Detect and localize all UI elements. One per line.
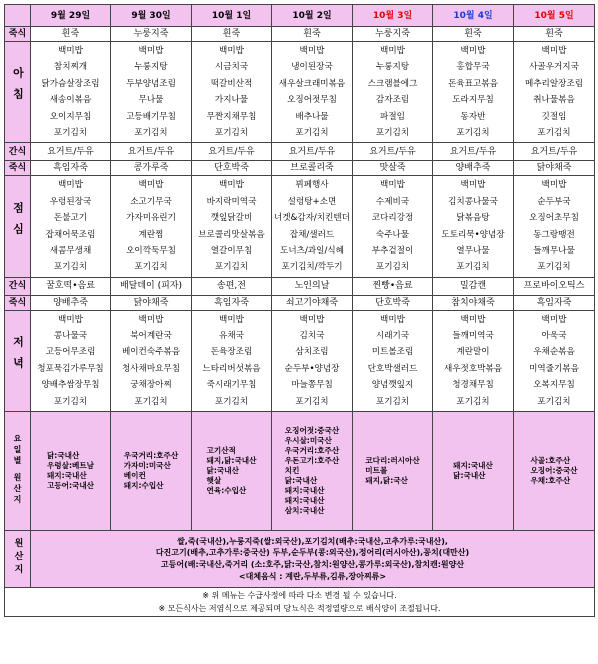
menu-item: 백미밥	[58, 314, 83, 325]
menu-cell	[192, 176, 272, 277]
menu-item: 유채국	[219, 331, 244, 342]
origin-cell	[272, 412, 353, 531]
origin-item: 오징어:중국산	[530, 465, 578, 475]
menu-item: 백미밥	[460, 46, 486, 56]
menu-cell: 참치야채죽	[433, 295, 514, 310]
menu-item: 누룽지탕	[375, 62, 410, 73]
origin-item: 돼지,닭:국내산	[206, 455, 257, 465]
menu-item: 감자조림	[375, 95, 410, 106]
menu-item: 죽시래기무침	[206, 380, 257, 391]
menu-item: 잡채/샐러드	[289, 229, 335, 240]
menu-item: 포기김치	[214, 127, 249, 138]
meal-label	[5, 42, 31, 143]
menu-item: 포기김치	[375, 262, 410, 273]
menu-item: 코다리강정	[371, 213, 414, 224]
origin-item: 우국거리:호주산	[123, 450, 179, 460]
menu-item: 백미밥	[219, 180, 244, 191]
menu-item: 순두부•양념장	[284, 363, 340, 374]
menu-item: 동그랑땡전	[533, 229, 575, 240]
menu-cell: 꿀호떡•음료	[31, 277, 111, 295]
menu-cell	[514, 42, 595, 143]
menu-cell	[353, 176, 433, 277]
menu-item: 순두부국	[537, 196, 571, 207]
origin-list	[207, 446, 257, 496]
menu-cell	[433, 310, 514, 411]
menu-item: 포기김치	[134, 262, 168, 273]
menu-item: 설렁탕+소면	[287, 196, 337, 207]
menu-item: 양념깻잎지	[371, 380, 414, 391]
notes-cell	[5, 588, 595, 617]
menu-item: 느타리버섯볶음	[202, 363, 261, 374]
origin-item: 돼지:국내산	[453, 460, 493, 470]
menu-cell: 누룽지죽	[353, 27, 433, 42]
origin-item: 닭:국내산	[453, 470, 486, 480]
menu-item: 도토리묵•양념장	[441, 229, 505, 240]
menu-item: 포기김치	[537, 262, 571, 273]
menu-item: 포기김치	[214, 262, 249, 273]
menu-item: 백미밥	[299, 46, 325, 56]
menu-item: 수제비국	[375, 196, 410, 207]
menu-item: 메추리알장조림	[524, 78, 584, 89]
origin-item: 햇살	[206, 475, 222, 485]
row-label: 죽식	[5, 27, 31, 42]
snack-row-afternoon	[5, 277, 595, 295]
menu-item: 오이깍둑무침	[126, 245, 176, 256]
menu-item: 바지락미역국	[206, 196, 257, 207]
menu-item: 숙주나물	[375, 229, 410, 240]
menu-item: 계란말이	[456, 347, 490, 358]
menu-cell	[31, 176, 111, 277]
menu-item: 아욱국	[541, 331, 567, 342]
menu-cell	[111, 310, 192, 411]
menu-item: 배추나물	[295, 111, 329, 122]
menu-item: 새우살크래미볶음	[278, 78, 346, 89]
porridge-row-morning	[5, 27, 595, 42]
breakfast-row	[5, 42, 595, 143]
menu-cell: 노인의날	[272, 277, 353, 295]
menu-item: 궁채장아찌	[130, 380, 172, 391]
origin-summary-line: <대체음식 : 계란,두부류,김류,장아찌류>	[238, 571, 387, 581]
menu-item: 참치찌개	[53, 62, 88, 73]
menu-cell	[272, 310, 353, 411]
meal-label	[5, 176, 31, 277]
origin-cell	[433, 412, 514, 531]
origin-summary-line: 다진고기(배추,고추가루:중국산) 두부,순두부(콩:외국산),정어리(러시아산),꽁치(대만산)	[155, 548, 470, 558]
menu-cell: 흰죽	[31, 27, 111, 42]
menu-cell: 단호박죽	[192, 161, 272, 176]
menu-item: 포기김치	[456, 396, 490, 407]
origin-cell	[192, 412, 272, 531]
menu-item: 가자미유린기	[126, 213, 176, 224]
menu-item: 베이컨숙주볶음	[121, 347, 181, 358]
origin-summary-label	[5, 531, 31, 588]
menu-item: 열갈이무침	[210, 245, 253, 256]
origin-list	[530, 456, 577, 486]
origin-summary-label-text: 원산지	[12, 537, 23, 577]
meal-label-text: 아침	[11, 67, 25, 110]
menu-item: 열무나물	[456, 245, 490, 256]
menu-item: 백미밥	[460, 180, 486, 191]
menu-item: 백미밥	[58, 46, 83, 56]
menu-item: 새송이볶음	[49, 95, 92, 106]
menu-cell	[514, 310, 595, 411]
menu-item: 동자반	[460, 111, 486, 122]
menu-cell	[111, 176, 192, 277]
origin-item: 돼지:국내산	[46, 470, 87, 480]
menu-item: 백미밥	[299, 314, 325, 325]
origin-summary-line: 쌀,죽(국내산),누룽지죽(쌀:외국산),포기김치(배추:국내산,고추가루:국내산),	[177, 536, 448, 546]
row-label: 죽식	[5, 295, 31, 310]
origin-list	[285, 426, 339, 516]
menu-cell: 흰죽	[192, 27, 272, 42]
menu-cell: 요거트/두유	[111, 143, 192, 161]
menu-item: 포기김치	[214, 396, 249, 407]
origin-summary-row	[5, 531, 595, 588]
menu-cell	[31, 42, 111, 143]
menu-item: 무나물	[138, 95, 164, 106]
meal-label	[5, 310, 31, 411]
menu-item: 닭가슴살장조림	[41, 78, 100, 89]
menu-item: 계란찜	[138, 229, 164, 240]
origin-item: 우돈고기:호주산	[284, 455, 340, 465]
notes-row	[5, 588, 595, 617]
menu-item: 너겟&감자/치킨텐더	[273, 213, 350, 224]
origin-cell	[31, 412, 111, 531]
menu-item: 뷔페행사	[295, 180, 329, 191]
origin-label	[5, 412, 31, 531]
menu-item: 백미밥	[219, 46, 244, 56]
origin-list	[47, 451, 94, 491]
menu-item: 양배추쌈장무침	[41, 380, 100, 391]
menu-cell: 흑임자죽	[31, 161, 111, 176]
menu-item: 시금치국	[214, 62, 249, 73]
origin-item: 베이컨	[123, 470, 146, 480]
menu-item: 백미밥	[541, 314, 567, 325]
menu-cell	[192, 310, 272, 411]
origin-item: 우채:호주산	[530, 475, 571, 485]
meal-label-text: 저녁	[11, 335, 25, 378]
header-corner	[5, 5, 31, 27]
menu-item: 돈육표고볶음	[448, 78, 498, 89]
menu-item: 오징어젓무침	[287, 95, 337, 106]
menu-item: 포기김치	[456, 262, 490, 273]
menu-item: 청포묵김가루무침	[37, 363, 104, 374]
menu-item: 포기김치	[456, 127, 490, 138]
menu-cell: 양배추죽	[31, 295, 111, 310]
menu-cell	[272, 42, 353, 143]
origin-item: 오징어젓:중국산	[284, 425, 340, 435]
menu-cell: 송편,전	[192, 277, 272, 295]
menu-item: 고등배기무침	[126, 111, 176, 122]
menu-cell	[272, 176, 353, 277]
porridge-row-lunch	[5, 161, 595, 176]
day-header: 9월 30일	[111, 5, 192, 27]
menu-cell	[353, 310, 433, 411]
menu-item: 새콤무생채	[49, 245, 92, 256]
menu-item: 포기김치	[375, 127, 410, 138]
menu-item: 백미밥	[58, 180, 83, 191]
origin-item: 치킨	[284, 465, 300, 475]
menu-item: 새우젓호박볶음	[443, 363, 503, 374]
menu-item: 부추겉절이	[371, 245, 414, 256]
origin-item: 돼지:수입산	[123, 480, 164, 490]
menu-item: 백미밥	[541, 180, 567, 191]
day-header: 10월 2일	[272, 5, 353, 27]
menu-cell: 흑임자죽	[514, 295, 595, 310]
menu-item: 오이지무침	[49, 111, 92, 122]
menu-cell	[353, 42, 433, 143]
origin-list	[453, 461, 493, 481]
menu-item: 포기김치	[53, 127, 88, 138]
menu-cell: 요거트/두유	[514, 143, 595, 161]
menu-item: 깃절임	[541, 111, 567, 122]
menu-cell: 프로바이오틱스	[514, 277, 595, 295]
menu-item: 마늘쫑무침	[291, 380, 333, 391]
origin-list	[365, 456, 419, 486]
origin-summary-cell	[31, 531, 595, 588]
menu-cell: 단호박죽	[353, 295, 433, 310]
menu-item: 오복지무침	[533, 380, 575, 391]
dinner-row	[5, 310, 595, 411]
origin-by-day-row	[5, 412, 595, 531]
menu-item: 백미밥	[460, 314, 486, 325]
weekly-menu-table	[4, 4, 595, 617]
menu-item: 김치콩나물국	[448, 196, 498, 207]
origin-item: 닭:국내산	[46, 450, 80, 460]
row-label: 간식	[5, 143, 31, 161]
menu-cell: 흰죽	[514, 27, 595, 42]
origin-item: 우국거리:호주산	[284, 445, 340, 455]
menu-cell: 닭야채죽	[111, 295, 192, 310]
menu-cell: 닭야채죽	[514, 161, 595, 176]
menu-cell: 요거트/두유	[31, 143, 111, 161]
menu-item: 단호박샐러드	[367, 363, 418, 374]
origin-cell	[111, 412, 192, 531]
menu-cell: 누룽지죽	[111, 27, 192, 42]
menu-cell: 맛살죽	[353, 161, 433, 176]
menu-item: 닭볶음탕	[456, 213, 490, 224]
menu-cell: 양배추죽	[433, 161, 514, 176]
menu-item: 취나물볶음	[533, 95, 575, 106]
menu-item: 누룽지탕	[134, 62, 168, 73]
menu-item: 냉이된장국	[291, 62, 333, 73]
menu-item: 사골우거지국	[529, 62, 579, 73]
origin-item: 사골:호주산	[530, 455, 571, 465]
menu-item: 시래기국	[375, 331, 410, 342]
origin-list	[124, 451, 178, 491]
menu-cell: 흰죽	[272, 27, 353, 42]
origin-label-text: 요일별 원산지	[13, 433, 22, 506]
menu-item: 백미밥	[380, 314, 405, 325]
origin-item: 닭:국내산	[206, 465, 239, 475]
menu-cell	[111, 42, 192, 143]
origin-item: 돼지:국내산	[284, 495, 325, 505]
menu-item: 백미밥	[138, 46, 164, 56]
snack-row-morning	[5, 143, 595, 161]
menu-item: 김치국	[299, 331, 325, 342]
menu-item: 스크램블에그	[367, 78, 418, 89]
menu-item: 포기김치	[295, 396, 329, 407]
menu-item: 포기김치	[53, 262, 88, 273]
menu-item: 백미밥	[541, 46, 567, 56]
menu-item: 백미밥	[380, 180, 405, 191]
menu-item: 우채순볶음	[533, 347, 575, 358]
menu-item: 미역줄기볶음	[529, 363, 579, 374]
menu-cell: 콩가루죽	[111, 161, 192, 176]
menu-cell	[433, 42, 514, 143]
menu-item: 고등어무조림	[45, 347, 96, 358]
origin-cell	[353, 412, 433, 531]
day-header: 10월 5일	[514, 5, 595, 27]
origin-summary-line: 고등어(배:국내산,죽거리 (소:호주,닭:국산,참치:원양산,콩가루:외국산),참치캔:원양산	[160, 560, 465, 570]
menu-item: 포기김치	[295, 127, 329, 138]
menu-item: 포기김치	[537, 396, 571, 407]
header-row	[5, 5, 595, 27]
menu-cell	[514, 176, 595, 277]
menu-item: 포기김치	[375, 396, 410, 407]
menu-item: 무짠지채무침	[206, 111, 257, 122]
menu-cell: 찐빵•음료	[353, 277, 433, 295]
menu-item: 두부양념조림	[126, 78, 176, 89]
day-header: 10월 3일	[353, 5, 433, 27]
menu-item: 떡갈비산적	[210, 78, 253, 89]
day-header: 10월 4일	[433, 5, 514, 27]
note-line: ※ 위 메뉴는 수급사정에 따라 다소 변경 될 수 있습니다.	[202, 591, 397, 601]
menu-item: 도라지무침	[452, 95, 494, 106]
menu-item: 백미밥	[219, 314, 244, 325]
menu-cell	[433, 176, 514, 277]
origin-item: 우시살:미국산	[284, 435, 332, 445]
origin-item: 고등어:국내산	[46, 480, 95, 490]
origin-item: 가자미:미국산	[123, 460, 171, 470]
menu-cell: 요거트/두유	[353, 143, 433, 161]
menu-cell: 배달데이 (피자)	[111, 277, 192, 295]
menu-item: 백미밥	[138, 314, 164, 325]
menu-item: 포기김치	[53, 396, 88, 407]
menu-cell: 쇠고기야채죽	[272, 295, 353, 310]
origin-item: 돼지,닭:국산	[365, 475, 408, 485]
menu-item: 깻잎닭갈비	[210, 213, 253, 224]
origin-item: 닭:국내산	[284, 475, 318, 485]
menu-item: 들깨미역국	[452, 331, 494, 342]
menu-item: 청사채마요무침	[121, 363, 181, 374]
menu-item: 삼치조림	[295, 347, 329, 358]
origin-item: 연육:수입산	[206, 485, 247, 495]
origin-item: 우렁살:베트남	[46, 460, 95, 470]
menu-item: 도너츠/과일/식혜	[280, 245, 344, 256]
porridge-row-dinner	[5, 295, 595, 310]
menu-item: 백미밥	[380, 46, 405, 56]
row-label: 간식	[5, 277, 31, 295]
menu-item: 포기김치	[537, 127, 571, 138]
menu-cell: 요거트/두유	[272, 143, 353, 161]
menu-cell: 흑임자죽	[192, 295, 272, 310]
menu-item: 포기김치	[134, 127, 168, 138]
menu-item: 포기김치	[134, 396, 168, 407]
menu-item: 소고기무국	[130, 196, 172, 207]
menu-item: 브로콜리맛살볶음	[198, 229, 265, 240]
menu-item: 북어계란국	[130, 331, 172, 342]
menu-item: 가지나물	[214, 95, 249, 106]
origin-cell	[514, 412, 595, 531]
lunch-row	[5, 176, 595, 277]
menu-item: 미트볼조림	[371, 347, 414, 358]
menu-item: 청경채무침	[452, 380, 494, 391]
menu-item: 홍합무국	[456, 62, 490, 73]
menu-cell: 브로콜리죽	[272, 161, 353, 176]
menu-item: 파절임	[380, 111, 405, 122]
menu-cell: 밀감캔	[433, 277, 514, 295]
menu-cell: 요거트/두유	[433, 143, 514, 161]
origin-item: 고기산적	[206, 445, 236, 455]
meal-plan-sheet	[4, 4, 594, 617]
menu-item: 포기김치/깍두기	[281, 262, 343, 273]
row-label: 죽식	[5, 161, 31, 176]
menu-item: 우렁된장국	[49, 196, 92, 207]
menu-cell	[192, 42, 272, 143]
menu-item: 돈육장조림	[210, 347, 253, 358]
origin-item: 삼치:국내산	[284, 505, 325, 515]
menu-item: 들깨무나물	[533, 245, 575, 256]
origin-item: 코다리:러시아산	[365, 455, 420, 465]
origin-item: 미트볼	[365, 465, 388, 475]
day-header: 10월 1일	[192, 5, 272, 27]
menu-cell	[31, 310, 111, 411]
menu-item: 백미밥	[138, 180, 164, 191]
menu-item: 오징어초무침	[529, 213, 579, 224]
day-header: 9월 29일	[31, 5, 111, 27]
meal-label-text: 점심	[11, 201, 25, 244]
origin-item: 돼지:국내산	[284, 485, 325, 495]
menu-item: 콩나물국	[53, 331, 88, 342]
menu-item: 돈불고기	[53, 213, 88, 224]
note-line: ※ 모든식사는 저염식으로 제공되며 당뇨식은 적정열량으로 배식양이 조절됩니다.	[158, 604, 441, 614]
menu-cell: 요거트/두유	[192, 143, 272, 161]
menu-cell: 흰죽	[433, 27, 514, 42]
menu-item: 잡채어묵조림	[45, 229, 96, 240]
